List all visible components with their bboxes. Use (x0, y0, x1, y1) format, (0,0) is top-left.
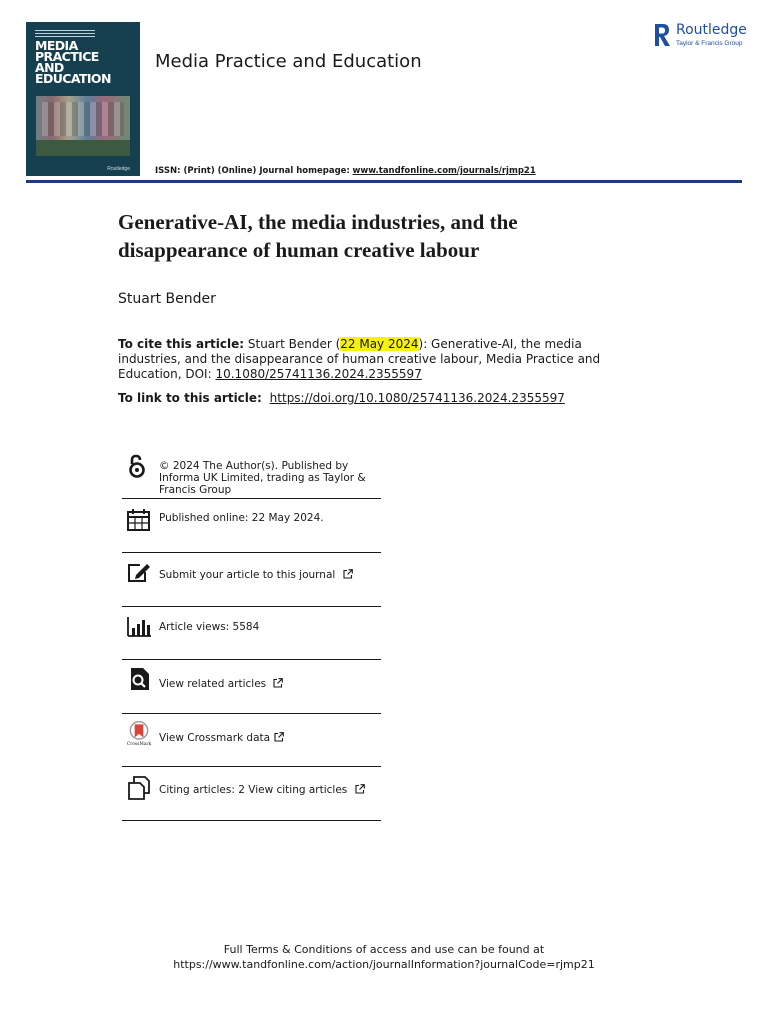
bar-chart-icon (126, 614, 152, 640)
citing-articles-link[interactable] (159, 784, 365, 796)
open-access-icon (126, 454, 152, 480)
external-link-icon (274, 732, 284, 742)
publisher-name: Routledge (676, 22, 747, 38)
external-link-icon (355, 784, 365, 794)
citing-articles-text: Citing articles: 2 View citing articles (159, 784, 348, 796)
terms-text: Full Terms & Conditions of access and use can be found at (223, 943, 545, 956)
crossmark-link[interactable] (159, 732, 284, 744)
link-label: To link to this article: (118, 391, 262, 405)
issn-prefix: ISSN: (Print) (Online) Journal homepage: (155, 166, 350, 176)
cite-text: ): Generative-AI, the media industries, and the disappearance of human creative labour, Media Practice and Education, DOI: (118, 337, 601, 381)
external-link-icon (343, 569, 353, 579)
cover-title (35, 40, 111, 84)
publisher-logo[interactable] (652, 22, 752, 50)
issn-line (155, 166, 536, 176)
terms-footer (0, 942, 768, 972)
search-document-icon (126, 666, 152, 692)
crossmark-row[interactable] (122, 714, 381, 767)
article-info-list (122, 452, 381, 821)
article-title (118, 208, 638, 264)
journal-title: Media Practice and Education (155, 51, 422, 72)
submit-article-text: Submit your article to this journal (159, 569, 336, 581)
publisher-subtitle: Taylor & Francis Group (676, 40, 743, 47)
calendar-icon (126, 507, 152, 533)
external-link-icon (273, 678, 283, 688)
cover-publisher-mark: Routledge (107, 166, 130, 172)
published-online-row (122, 499, 381, 553)
routledge-r-icon (652, 22, 672, 48)
cite-date: 22 May 2024 (340, 337, 419, 351)
cite-author: Stuart Bender ( (247, 337, 341, 351)
article-title-line: Generative-AI, the media industries, and the (118, 210, 518, 234)
article-link-line (118, 391, 565, 405)
submit-article-row[interactable] (122, 553, 381, 607)
related-articles-text: View related articles (159, 678, 267, 690)
citing-articles-row[interactable] (122, 767, 381, 821)
author-name: Stuart Bender (118, 291, 216, 307)
crossmark-text: View Crossmark data (159, 732, 271, 744)
related-articles-row[interactable] (122, 660, 381, 714)
article-title-line: disappearance of human creative labour (118, 238, 480, 262)
cite-doi-link[interactable]: 10.1080/25741136.2024.2355597 (215, 367, 422, 381)
cover-title-line: AND (35, 60, 64, 75)
citing-articles-icon (126, 775, 152, 801)
related-articles-link[interactable] (159, 678, 283, 690)
edit-icon (126, 560, 152, 586)
crossmark-icon (126, 720, 152, 746)
doi-link[interactable]: https://doi.org/10.1080/25741136.2024.2355597 (269, 391, 565, 405)
journal-homepage-link[interactable]: www.tandfonline.com/journals/rjmp21 (352, 166, 536, 176)
cover-title-line: MEDIA (35, 38, 78, 53)
citation-block (118, 337, 608, 382)
published-online-text: Published online: 22 May 2024. (159, 512, 324, 524)
header-divider (26, 180, 742, 183)
article-views-row (122, 607, 381, 660)
cite-label: To cite this article: (118, 337, 245, 351)
license-row (122, 452, 381, 499)
license-text: © 2024 The Author(s). Published by Informa UK Limited, trading as Taylor & Francis Group (159, 460, 366, 496)
cover-title-line: EDUCATION (35, 71, 111, 86)
cover-title-line: PRACTICE (35, 49, 99, 64)
submit-article-link[interactable] (159, 569, 353, 581)
journal-cover-image (26, 22, 140, 176)
terms-url[interactable]: https://www.tandfonline.com/action/journalInformation?journalCode=rjmp21 (173, 958, 595, 971)
article-views-text: Article views: 5584 (159, 621, 260, 633)
cover-photo (36, 96, 130, 156)
crossmark-label: CrossMark (126, 742, 152, 746)
